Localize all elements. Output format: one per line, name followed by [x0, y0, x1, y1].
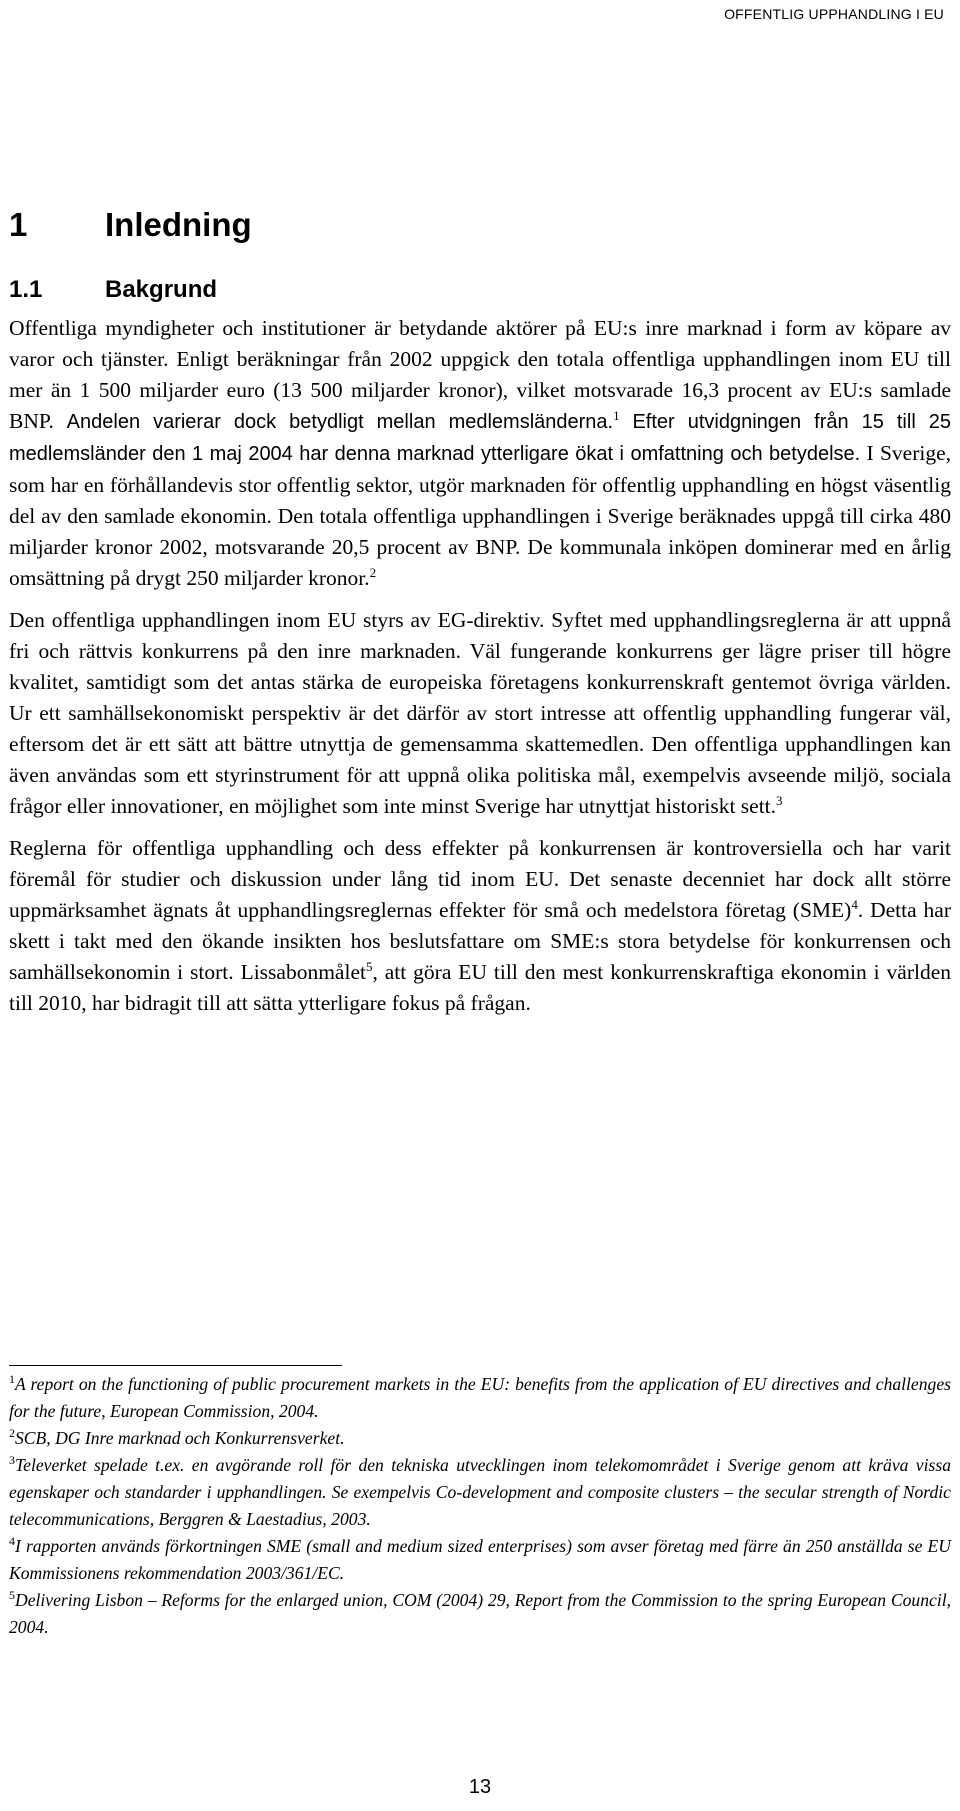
- paragraph-text: Reglerna för offentliga upphandling och dess effekter på konkurrensen är kontroversiella och har varit föremål för studier och diskussion under lång tid inom EU. Det senaste decenniet har dock allt större uppmärksamhet ägnats åt upphandlingsreglernas effekter för små och medelstora företag (SME): [9, 836, 951, 922]
- page-number: 13: [468, 1776, 492, 1798]
- paragraph-text: Andelen varierar dock betydligt mellan medlemsländerna.: [66, 411, 614, 433]
- footnote-text: Televerket spelade t.ex. en avgörande roll för den tekniska utvecklingen inom telekomområdet i Sverige genom att kräva vissa egenskaper och standarder i upphandlingen. Se exempelvis Co-development and composite clusters – the secular strength of Nordic telecommunications, Berggren & Laestadius, 2003.: [9, 1455, 951, 1529]
- footnote-number: 3: [9, 1453, 15, 1468]
- footnote-ref[interactable]: 1: [613, 407, 620, 423]
- paragraph-text: Offentliga myndigheter och institutioner är betydande aktörer på EU:s inre marknad i form av köpare av varor och tjänster. Enligt beräkningar från 2002 uppgick den totala offentliga upphandlingen inom EU till mer än 1 500 miljarder euro (13 500 miljarder kronor), vilket motsvarade 16,3 procent av EU:s samlade BNP.: [9, 316, 951, 433]
- footnotes: [9, 1371, 951, 1641]
- footnote-ref[interactable]: 5: [365, 958, 373, 974]
- paragraph-text: . Detta har skett i takt med den ökande insikten hos beslutsfattare om SME:s stora betydelse för konkurrensen och samhällsekonomin i stort. Lissabonmålet: [9, 898, 951, 984]
- footnote-number: 1: [9, 1372, 15, 1387]
- footnote-text: A report on the functioning of public procurement markets in the EU: benefits from the application of EU directives and challenges for the future, European Commission, 2004.: [9, 1374, 951, 1421]
- footnote: [9, 1371, 951, 1425]
- chapter-heading: [9, 206, 252, 244]
- running-header: OFFENTLIG UPPHANDLING I EU: [724, 6, 944, 22]
- body-text: [9, 313, 951, 1030]
- footnote-number: 4: [9, 1534, 15, 1549]
- footnote-text: SCB, DG Inre marknad och Konkurrensverket.: [15, 1428, 345, 1448]
- paragraph: [9, 833, 951, 1019]
- footnote-text: I rapporten används förkortningen SME (small and medium sized enterprises) som avser företag med färre än 250 anställda se EU Kommissionens rekommendation 2003/361/EC.: [9, 1536, 951, 1583]
- paragraph-text: Den offentliga upphandlingen inom EU styrs av EG-direktiv. Syftet med upphandlingsreglerna är att uppnå fri och rättvis konkurrens på den inre marknaden. Väl fungerande konkurrens ger lägre priser till högre kvalitet, samtidigt som det antas stärka de europeiska företagens konkurrenskraft gentemot övriga världen. Ur ett samhällsekonomiskt perspektiv är det därför av stort intresse att offentlig upphandling fungerar väl, eftersom det är ett sätt att bättre utnyttja de gemensamma skattemedlen. Den offentliga upphandlingen kan även användas som ett styrinstrument för att uppnå olika politiska mål, exempelvis avseende miljö, sociala frågor eller innovationer, en möjlighet som inte minst Sverige har utnyttjat historiskt sett.: [9, 608, 951, 818]
- paragraph: [9, 605, 951, 822]
- chapter-number: 1: [9, 206, 28, 243]
- footnote: [9, 1533, 951, 1587]
- footnote-number: 5: [9, 1588, 15, 1603]
- footnote: [9, 1425, 951, 1452]
- footnote-ref[interactable]: 4: [851, 896, 858, 912]
- section-number: 1.1: [9, 276, 43, 303]
- paragraph: [9, 313, 951, 594]
- footnote: [9, 1452, 951, 1533]
- footnote-text: Delivering Lisbon – Reforms for the enlarged union, COM (2004) 29, Report from the Commission to the spring European Council, 2004.: [9, 1590, 951, 1637]
- paragraph-text: , att göra EU till den mest konkurrenskraftiga ekonomin i världen till 2010, har bidragit till att sätta ytterligare fokus på frågan.: [9, 960, 951, 1015]
- paragraph-text: I Sverige, som har en förhållandevis stor offentlig sektor, utgör marknaden för offentlig upphandling en högst väsentlig del av den samlade ekonomin. Den totala offentliga upphandlingen i Sverige beräknades uppgå till cirka 480 miljarder kronor 2002, motsvarande 20,5 procent av BNP. De kommunala inköpen dominerar med en årlig omsättning på drygt 250 miljarder kronor.: [9, 441, 952, 590]
- footnote-number: 2: [9, 1426, 15, 1441]
- footnote-ref[interactable]: 3: [776, 792, 783, 808]
- footnote: [9, 1587, 951, 1641]
- section-heading: [9, 276, 217, 304]
- chapter-title: Inledning: [105, 206, 252, 243]
- paragraph-text: Efter utvidgningen från 15 till 25 medlemsländer den 1 maj 2004 har denna marknad ytterligare ökat i omfattning och betydelse.: [9, 411, 952, 465]
- footnote-ref[interactable]: 2: [369, 564, 377, 580]
- section-title: Bakgrund: [105, 276, 218, 303]
- footnote-divider: [9, 1365, 342, 1366]
